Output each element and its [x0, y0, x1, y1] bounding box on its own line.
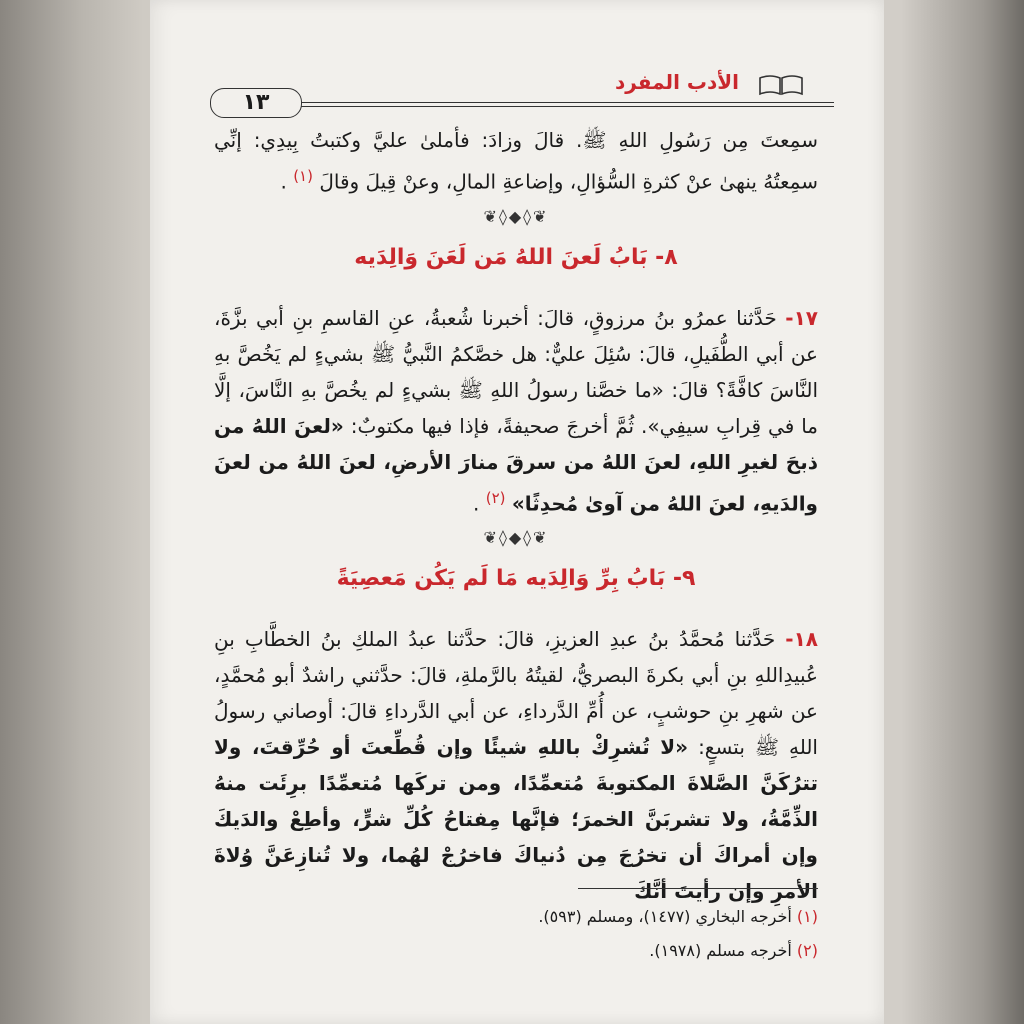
hadith-paragraph — [214, 300, 818, 522]
footnote-text: أخرجه مسلم (١٩٧٨). — [649, 941, 792, 960]
footnotes — [214, 900, 818, 968]
hadith-number: ١٧- — [785, 305, 819, 330]
paragraph-continuation — [214, 122, 818, 200]
book-title: الأدب المفرد — [615, 70, 739, 94]
footnote-mark: (٢) — [796, 941, 818, 960]
hadith-paragraph — [214, 621, 818, 909]
section-ornament: ❦◊◆◊❦ — [483, 528, 549, 548]
footnote-rule — [578, 888, 818, 889]
paragraph-end: . — [280, 169, 287, 194]
footnote-mark: (١) — [796, 907, 818, 926]
hadith-quote: «لعنَ اللهُ من ذبحَ لغيرِ اللهِ، لعنَ اللهُ من سرقَ منارَ الأرضِ، لعنَ اللهُ من لعنَ والدَيهِ، لعنَ اللهُ من آوىٰ مُحدِثًا» — [214, 413, 818, 516]
chapter-heading: ٨- بَابُ لَعنَ اللهُ مَن لَعَنَ وَالِدَيه — [354, 244, 678, 270]
paragraph-end: . — [472, 491, 480, 516]
footnote-text: أخرجه البخاري (١٤٧٧)، ومسلم (٥٩٣). — [538, 907, 792, 926]
hadith-quote: «لا تُشرِكْ باللهِ شيئًا وإن قُطِّعتَ أو حُرِّقتَ، ولا تترُكَنَّ الصَّلاةَ المكتوبةَ مُتعمِّدًا، ومن تركَها مُتعمِّدًا برِئَت منهُ الذِّمَّةُ، ولا تشربَنَّ الخمرَ؛ فإنَّها مِفتاحُ كُلِّ شرٍّ، وأطِعْ والدَيكَ وإن أمراكَ أن تخرُجَ مِن دُنياكَ فاخرُجْ لهُما، ولا تُنازِعَنَّ وُلاةَ الأمرِ وإن رأيتَ أنَّكَ — [214, 735, 818, 904]
section-ornament: ❦◊◆◊❦ — [483, 206, 549, 226]
footnote-ref: (١) — [293, 167, 313, 185]
footnote-item — [214, 934, 818, 968]
open-book-icon — [758, 74, 804, 96]
footnote-item — [214, 900, 818, 934]
book-page — [150, 0, 884, 1024]
main-text — [214, 122, 818, 909]
paragraph-text: سمِعتَ مِن رَسُولِ اللهِ ﷺ. قالَ وزادَ: فأملىٰ عليَّ وكتبتُ بِيدِي: إنِّي سمِعتُهُ ينهىٰ عنْ كثرةِ السُّؤالِ، وإضاعةِ المالِ، وعنْ قِيلَ وقالَ — [214, 128, 818, 194]
running-header — [210, 66, 834, 115]
hadith-text: حَدَّثنا عمرُو بنُ مرزوقٍ، قالَ: أخبرنا شُعبةُ، عنِ القاسمِ بنِ أبي بزَّةَ، عن أبي الطُّفَيلِ، قالَ: سُئِلَ عليٌّ: هل خصَّكمُ النَّبيُّ ﷺ بشيءٍ لم يَخُصَّ بهِ النَّاسَ كافَّةً؟ قالَ: «ما خصَّنا رسولُ اللهِ ﷺ بشيءٍ لم يخُصَّ بهِ النَّاسَ، إلَّا ما في قِرابِ سيفِي». ثُمَّ أخرجَ صحيفةً، فإذا فيها مكتوبٌ: — [214, 305, 818, 438]
header-rule — [280, 102, 834, 107]
hadith-text: حَدَّثنا مُحمَّدُ بنُ عبدِ العزيزِ، قالَ: حدَّثنا عبدُ الملكِ بنُ الخطَّابِ بنِ عُبيدِاللهِ بنِ أبي بكرةَ البصريُّ، لقيتُهُ بالرَّملةِ، قالَ: حدَّثني راشدٌ أبو مُحمَّدٍ، عن شهرِ بنِ حوشبٍ، عن أُمِّ الدَّرداءِ، عن أبي الدَّرداءِ قالَ: أوصاني رسولُ اللهِ ﷺ بتسعٍ: — [214, 627, 818, 760]
footnote-ref: (٢) — [485, 488, 506, 507]
hadith-number: ١٨- — [785, 627, 818, 652]
chapter-heading: ٩- بَابُ بِرِّ وَالِدَيه مَا لَم يَكُن مَعصِيَةً — [336, 566, 696, 592]
page-number: ١٣ — [210, 88, 302, 118]
